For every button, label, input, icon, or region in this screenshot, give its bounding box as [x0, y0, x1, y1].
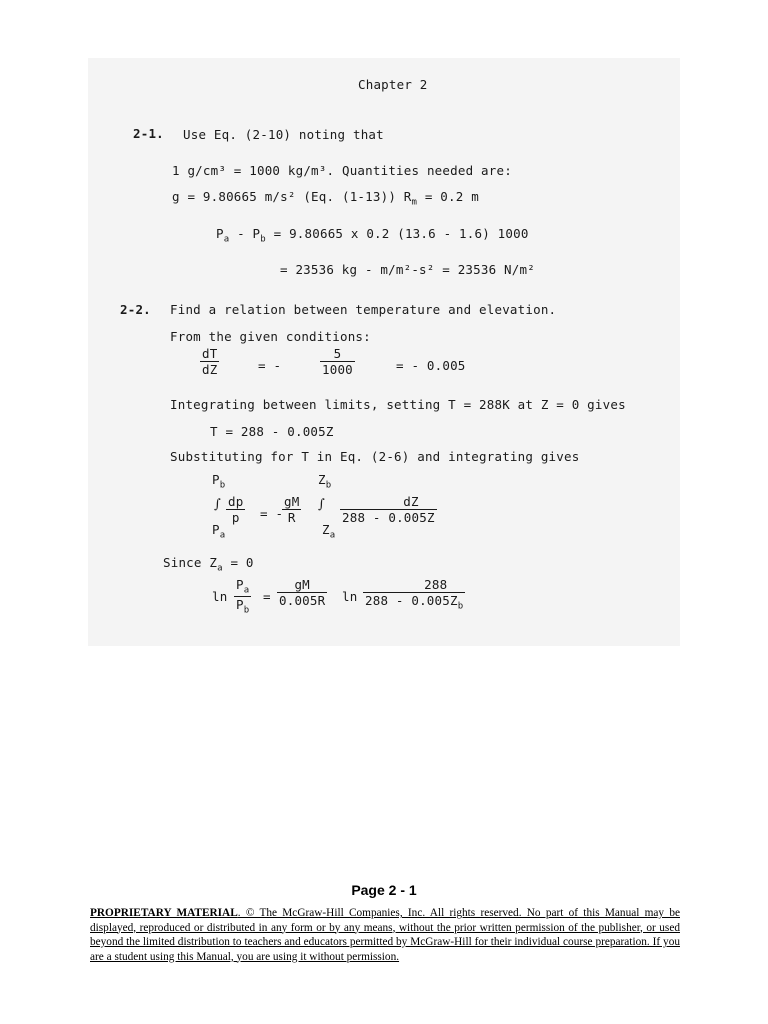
den4-text: 288 - 0.005Z — [365, 593, 458, 608]
chapter-heading: Chapter 2 — [358, 77, 428, 92]
copyright-text: . © The McGraw-Hill Companies, Inc. All rights reserved. No part of this Manual may be displayed, reproduced or distributed in any form or by any means, without the prior written permission of the publisher, or used beyond the limited distribution to teachers and educators permitted by McGraw-Hill for their individual course preparation. If you are a student using this Manual, you are using it without permission. — [90, 907, 680, 963]
upper-limit-pb — [212, 472, 225, 491]
pa-limit-sub: a — [219, 530, 226, 541]
rm-subscript: m — [411, 197, 418, 208]
pb-frac-sub: b — [243, 605, 250, 615]
dp-over-p-fraction — [226, 494, 245, 525]
thousand-denominator: 1000 — [322, 362, 353, 377]
copyright-notice — [90, 906, 680, 964]
den4-sub: b — [457, 601, 464, 612]
r-denominator: R — [282, 509, 301, 525]
problem-2-1-line-3 — [172, 189, 479, 208]
p-denominator: p — [226, 509, 245, 525]
since-end: = 0 — [222, 555, 254, 570]
dz-over-temp-fraction — [340, 494, 437, 525]
zb-limit-sub: b — [325, 480, 332, 491]
pb-limit-sub: b — [219, 480, 226, 491]
problem-2-2-title: Find a relation between temperature and elevation. — [170, 302, 557, 317]
lower-limit-pa — [212, 522, 225, 541]
lapse-rate-result: = - 0.005 — [396, 358, 466, 373]
line-3-text: g = 9.80665 m/s² (Eq. (1-13)) R — [172, 189, 412, 204]
problem-2-2-given: From the given conditions: — [170, 329, 371, 344]
pa-numerator — [234, 577, 251, 596]
pb-limit: P — [212, 472, 220, 487]
problem-2-1-line-2: 1 g/cm³ = 1000 kg/m³. Quantities needed are: — [172, 163, 512, 178]
zb-limit: Z — [318, 472, 326, 487]
proprietary-label: PROPRIETARY MATERIAL — [90, 907, 238, 919]
problem-2-1-line-1: Use Eq. (2-10) noting that — [183, 127, 384, 142]
dt-numerator: dT — [202, 346, 218, 361]
integrating-text: Integrating between limits, setting T = 288K at Z = 0 gives — [170, 397, 626, 412]
pb-subscript: b — [260, 234, 266, 245]
minus-p: - P — [229, 226, 261, 241]
problem-2-1-result: = 23536 kg - m/m²-s² = 23536 N/m² — [280, 262, 535, 277]
pa-frac-sub: a — [243, 585, 250, 596]
temp-zb-denominator — [363, 592, 465, 612]
ln-1: ln — [212, 589, 228, 604]
pa-symbol: P — [216, 226, 224, 241]
five-numerator: 5 — [333, 346, 342, 361]
equals-minus: = - — [258, 358, 282, 373]
gm-numerator: gM — [284, 494, 300, 509]
since-za-zero — [163, 555, 254, 574]
equals-sign: = — [263, 589, 271, 604]
equation-rhs: = 9.80665 x 0.2 (13.6 - 1.6) 1000 — [265, 226, 529, 241]
za-limit-sub: a — [329, 530, 336, 541]
temperature-equation: T = 288 - 0.005Z — [210, 424, 334, 439]
upper-limit-zb — [318, 472, 331, 491]
problem-2-1-equation — [216, 226, 529, 245]
lower-limit-za — [322, 522, 335, 541]
dt-dz-fraction — [200, 346, 219, 377]
pb-frac-p: P — [236, 596, 244, 612]
gm-over-r-fraction — [282, 494, 301, 525]
dz-numerator: dZ — [403, 494, 419, 509]
dp-numerator: dp — [228, 494, 244, 509]
0005r-denominator: 0.005R — [279, 593, 326, 608]
pa-limit: P — [212, 522, 220, 537]
ln-2: ln — [342, 589, 358, 604]
temp-denominator: 288 - 0.005Z — [342, 510, 435, 525]
288-numerator: 288 — [424, 577, 448, 592]
pa-over-pb-fraction — [234, 577, 251, 615]
substituting-text: Substituting for T in Eq. (2-6) and integrating gives — [170, 449, 580, 464]
288-over-temp-fraction — [363, 577, 465, 612]
page-number: Page 2 - 1 — [351, 882, 417, 898]
za-limit: Z — [322, 522, 330, 537]
since-sub: a — [217, 563, 223, 574]
line-3-end: = 0.2 m — [417, 189, 479, 204]
pb-denominator — [234, 596, 251, 616]
equals-minus-2: = - — [260, 506, 284, 521]
five-thousandth-fraction — [320, 346, 355, 377]
pa-subscript: a — [223, 234, 230, 245]
pa-frac-p: P — [236, 577, 244, 592]
problem-number-2-2: 2-2. — [120, 302, 151, 317]
gm2-numerator: gM — [294, 577, 310, 592]
since-text: Since Z — [163, 555, 218, 570]
integral-sign-2: ∫ — [318, 497, 325, 512]
integral-sign-1: ∫ — [214, 497, 221, 512]
dz-denominator: dZ — [202, 362, 218, 377]
problem-number-2-1: 2-1. — [133, 126, 164, 141]
gm-over-0005r-fraction — [277, 577, 327, 608]
